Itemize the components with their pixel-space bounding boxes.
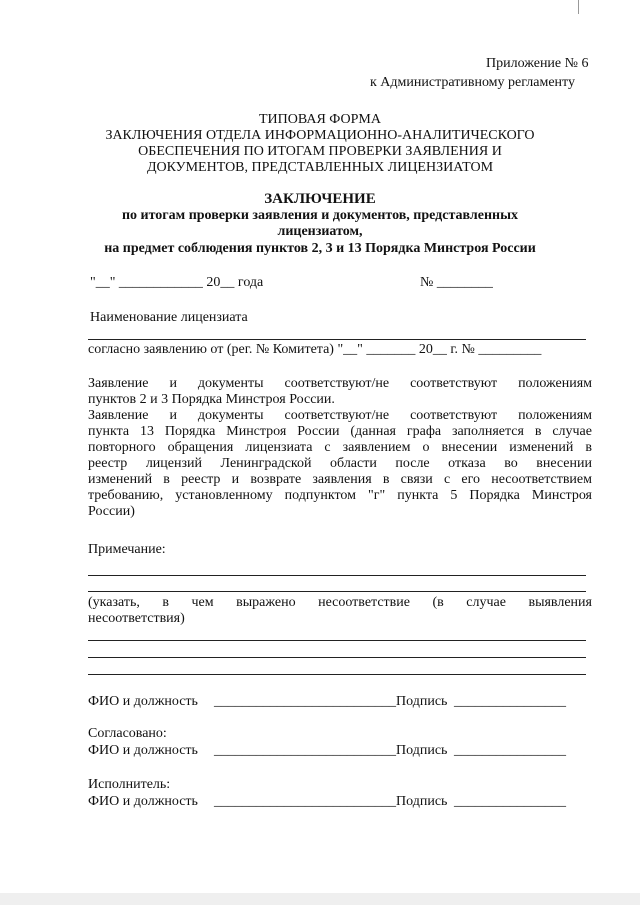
appendix-regulation: к Административному регламенту <box>370 75 575 90</box>
conclusion-subtitle-3: на предмет соблюдения пунктов 2, 3 и 13 Порядка Минстроя России <box>104 241 536 256</box>
conclusion-subtitle-1: по итогам проверки заявления и документов, представленных <box>121 208 519 223</box>
executor-fio-label: ФИО и должность <box>88 794 198 809</box>
scan-bottom-edge <box>0 893 640 905</box>
signer-fio-label: ФИО и должность <box>88 694 198 709</box>
note-line-1[interactable] <box>88 575 586 576</box>
paragraph-2-line-4: реестр лицензий Ленинградской области после отказа во внесении <box>88 456 592 471</box>
signer-signature-field[interactable]: ________________ <box>454 694 566 709</box>
agreed-fio-field[interactable]: __________________________ <box>214 743 396 758</box>
executor-signature-label: Подпись <box>396 794 448 809</box>
agreed-fio-label: ФИО и должность <box>88 743 198 758</box>
note-hint-line-1: (указать, в чем выражено несоответствие (в случае выявления <box>88 595 592 610</box>
note-line-2[interactable] <box>88 591 586 592</box>
agreed-signature-label: Подпись <box>396 743 448 758</box>
signer-signature-label: Подпись <box>396 694 448 709</box>
paragraph-1-line-1: Заявление и документы соответствуют/не соответствуют положениям <box>88 376 592 391</box>
paragraph-2-line-3: повторного обращения лицензиата с заявлением о внесении изменений в <box>88 440 592 455</box>
note-line-4[interactable] <box>88 657 586 658</box>
note-hint-line-2: несоответствия) <box>88 611 185 626</box>
application-reference: согласно заявлению от (рег. № Комитета) "__" _______ 20__ г. № _________ <box>88 342 542 357</box>
licensee-label: Наименование лицензиата <box>90 310 248 325</box>
number-field[interactable]: № ________ <box>420 275 493 290</box>
note-line-5[interactable] <box>88 674 586 675</box>
form-title-line-3: ОБЕСПЕЧЕНИЯ ПО ИТОГАМ ПРОВЕРКИ ЗАЯВЛЕНИЯ И <box>138 144 502 159</box>
licensee-name-line[interactable] <box>88 339 586 340</box>
appendix-number: Приложение № 6 <box>486 56 589 71</box>
paragraph-2-line-6: требованию, установленному подпунктом "г" пункта 5 Порядка Минстроя <box>88 488 592 503</box>
form-title-line-1: ТИПОВАЯ ФОРМА <box>259 112 381 127</box>
scan-artifact <box>578 0 579 14</box>
note-line-3[interactable] <box>88 640 586 641</box>
paragraph-2-line-2: пункта 13 Порядка Минстроя России (данная графа заполняется в случае <box>88 424 592 439</box>
paragraph-2-line-7: России) <box>88 504 135 519</box>
signer-fio-field[interactable]: __________________________ <box>214 694 396 709</box>
executor-label: Исполнитель: <box>88 777 171 792</box>
executor-signature-field[interactable]: ________________ <box>454 794 566 809</box>
agreed-label: Согласовано: <box>88 726 167 741</box>
date-field[interactable]: "__" ____________ 20__ года <box>90 275 264 290</box>
agreed-signature-field[interactable]: ________________ <box>454 743 566 758</box>
executor-fio-field[interactable]: __________________________ <box>214 794 396 809</box>
form-title-line-2: ЗАКЛЮЧЕНИЯ ОТДЕЛА ИНФОРМАЦИОННО-АНАЛИТИЧЕСКОГО <box>105 128 535 143</box>
paragraph-1-line-2: пунктов 2 и 3 Порядка Минстроя России. <box>88 392 335 407</box>
conclusion-heading: ЗАКЛЮЧЕНИЕ <box>264 191 376 207</box>
form-title-line-4: ДОКУМЕНТОВ, ПРЕДСТАВЛЕННЫХ ЛИЦЕНЗИАТОМ <box>146 160 494 175</box>
conclusion-subtitle-2: лицензиатом, <box>277 224 363 239</box>
note-label: Примечание: <box>88 542 166 557</box>
paragraph-2-line-1: Заявление и документы соответствуют/не соответствуют положениям <box>88 408 592 423</box>
paragraph-2-line-5: изменений в реестр и возврате заявления в связи с его несоответствием <box>88 472 592 487</box>
